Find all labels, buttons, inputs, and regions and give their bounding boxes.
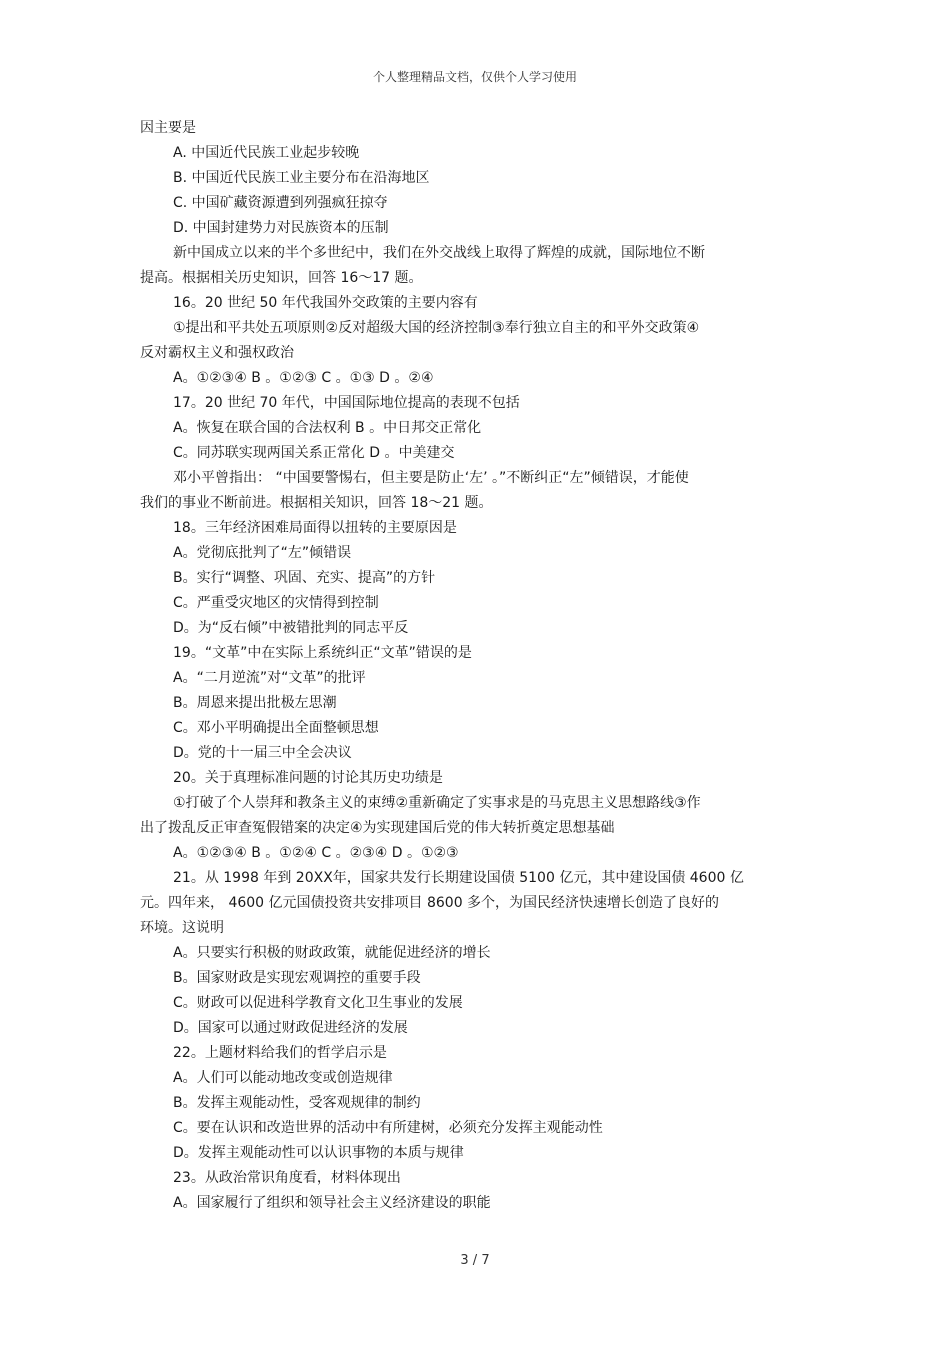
text-line: A。人们可以能动地改变或创造规律 — [173, 1070, 393, 1086]
text-line: 新中国成立以来的半个多世纪中，我们在外交战线上取得了辉煌的成就，国际地位不断 — [173, 245, 705, 261]
text-line: 我们的事业不断前进。根据相关知识，回答 18～21 题。 — [140, 495, 493, 511]
text-line: C。同苏联实现两国关系正常化 D 。中美建交 — [173, 445, 455, 461]
text-line: A。①②③④ B 。①②③ C 。①③ D 。②④ — [173, 370, 434, 386]
text-line: A。①②③④ B 。①②④ C 。②③④ D 。①②③ — [173, 845, 459, 861]
text-line: 出了拨乱反正审查冤假错案的决定④为实现建国后党的伟大转折奠定思想基础 — [140, 820, 615, 836]
text-line: C。邓小平明确提出全面整顿思想 — [173, 720, 379, 736]
text-line: C。要在认识和改造世界的活动中有所建树，必须充分发挥主观能动性 — [173, 1120, 603, 1136]
text-line: 16。20 世纪 50 年代我国外交政策的主要内容有 — [173, 295, 478, 311]
text-line: 元。四年来， 4600 亿元国债投资共安排项目 8600 多个，为国民经济快速增长创造了良好的 — [140, 895, 720, 911]
text-line: A。党彻底批判了“左”倾错误 — [173, 545, 352, 561]
text-line: ①提出和平共处五项原则②反对超级大国的经济控制③奉行独立自主的和平外交政策④ — [173, 320, 700, 336]
text-line: ①打破了个人崇拜和教条主义的束缚②重新确定了实事求是的马克思主义思想路线③作 — [173, 795, 701, 811]
text-line: D。为“反右倾”中被错批判的同志平反 — [173, 620, 409, 636]
text-line: 环境。这说明 — [140, 920, 224, 936]
text-line: A. 中国近代民族工业起步较晚 — [173, 145, 360, 161]
text-line: 19。“文革”中在实际上系统纠正“文革”错误的是 — [173, 645, 472, 661]
text-line: 21。从 1998 年到 20XX年，国家共发行长期建设国债 5100 亿元，其中建设国债 4600 亿 — [173, 870, 744, 886]
text-line: B。国家财政是实现宏观调控的重要手段 — [173, 970, 421, 986]
text-line: A。只要实行积极的财政政策，就能促进经济的增长 — [173, 945, 491, 961]
text-line: D。国家可以通过财政促进经济的发展 — [173, 1020, 408, 1036]
text-line: C。严重受灾地区的灾情得到控制 — [173, 595, 379, 611]
text-line: A。“二月逆流”对“文革”的批评 — [173, 670, 366, 686]
text-line: C。财政可以促进科学教育文化卫生事业的发展 — [173, 995, 463, 1011]
text-line: A。国家履行了组织和领导社会主义经济建设的职能 — [173, 1195, 491, 1211]
text-line: 22。上题材料给我们的哲学启示是 — [173, 1045, 387, 1061]
text-line: B。发挥主观能动性，受客观规律的制约 — [173, 1095, 421, 1111]
text-line: 18。三年经济困难局面得以扭转的主要原因是 — [173, 520, 457, 536]
text-line: C. 中国矿藏资源遭到列强疯狂掠夺 — [173, 195, 388, 211]
text-line: 20。关于真理标准问题的讨论其历史功绩是 — [173, 770, 443, 786]
text-line: B。周恩来提出批极左思潮 — [173, 695, 337, 711]
page-number: 3 / 7 — [460, 1253, 490, 1268]
text-line: 反对霸权主义和强权政治 — [140, 345, 294, 361]
document-body — [140, 116, 820, 1216]
text-line: 提高。根据相关历史知识，回答 16～17 题。 — [140, 270, 423, 286]
text-line: D. 中国封建势力对民族资本的压制 — [173, 220, 389, 236]
text-line: 邓小平曾指出： “中国要警惕右，但主要是防止‘左’ 。”不断纠正“左”倾错误，才能使 — [173, 470, 689, 486]
text-line: B. 中国近代民族工业主要分布在沿海地区 — [173, 170, 430, 186]
text-line: D。党的十一届三中全会决议 — [173, 745, 352, 761]
text-line: 17。20 世纪 70 年代，中国国际地位提高的表现不包括 — [173, 395, 520, 411]
text-line: 因主要是 — [140, 120, 196, 136]
text-line: D。发挥主观能动性可以认识事物的本质与规律 — [173, 1145, 464, 1161]
page-header: 个人整理精品文档，仅供个人学习使用 — [372, 70, 577, 84]
text-line: 23。从政治常识角度看，材料体现出 — [173, 1170, 401, 1186]
text-line: A。恢复在联合国的合法权利 B 。中日邦交正常化 — [173, 420, 482, 436]
text-line: B。实行“调整、巩固、充实、提高”的方针 — [173, 570, 436, 586]
